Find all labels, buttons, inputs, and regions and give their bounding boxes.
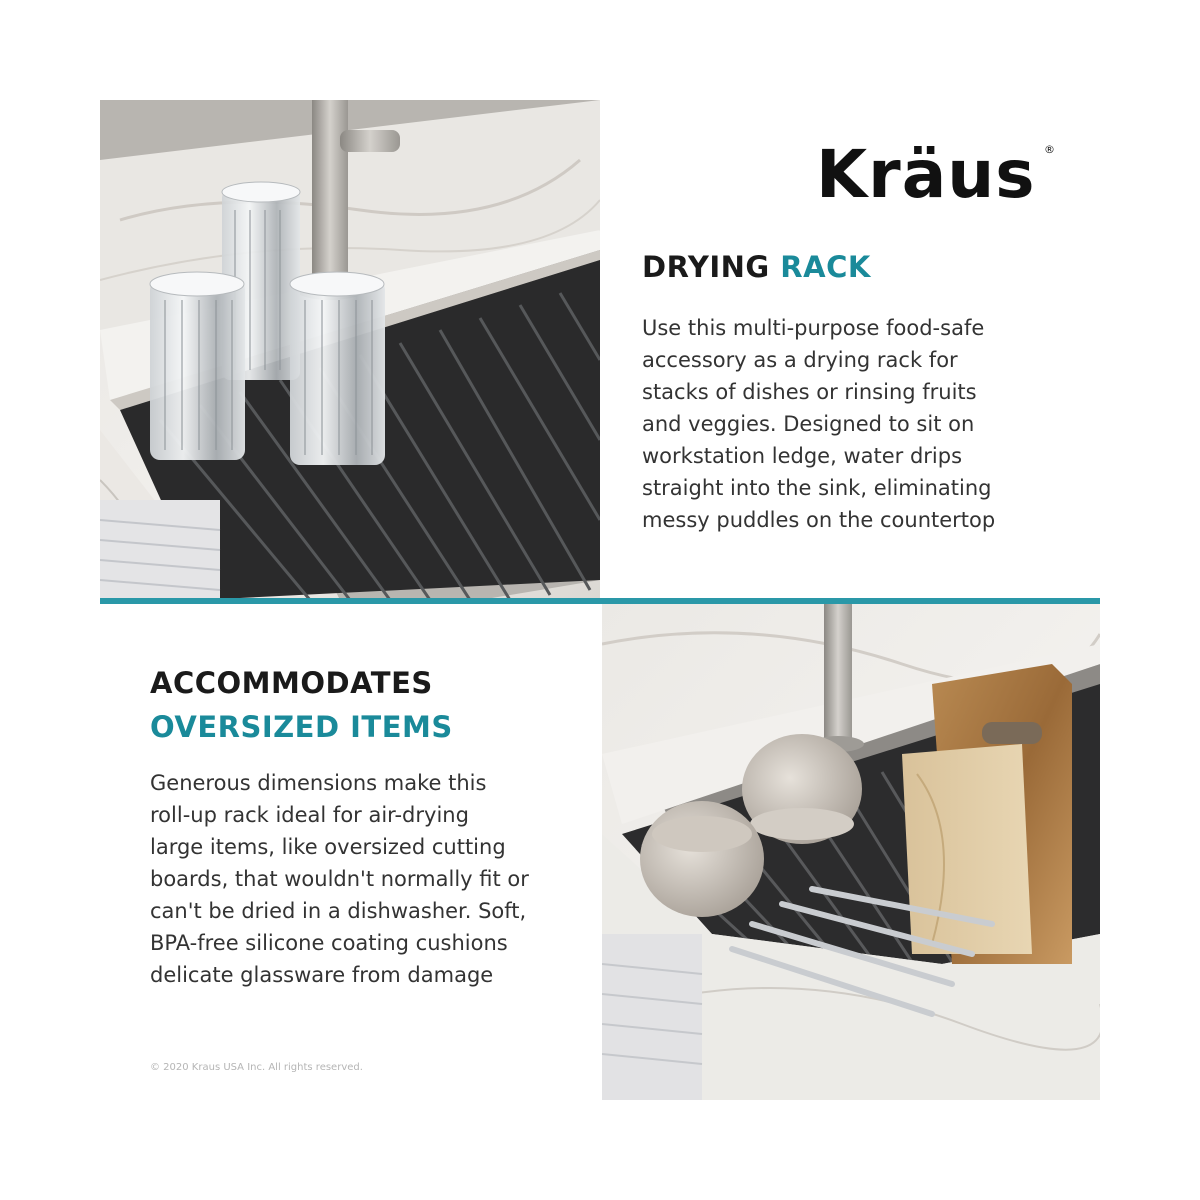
description-line: workstation ledge, water drips	[642, 444, 963, 468]
logo-text: Kräus	[816, 136, 1036, 213]
description-line: delicate glassware from damage	[150, 963, 494, 987]
description-line: boards, that wouldn't normally fit or	[150, 867, 529, 891]
description-line: messy puddles on the countertop	[642, 508, 996, 532]
oversized-items-heading: OVERSIZED ITEMS	[150, 710, 453, 744]
heading-dark-word: DRYING	[642, 250, 770, 284]
description-line: accessory as a drying rack for	[642, 348, 958, 372]
oversized-items-description	[150, 767, 529, 991]
cutting-boards-and-bowls-on-rack-photo	[602, 604, 1100, 1100]
copyright-notice: © 2020 Kraus USA Inc. All rights reserved.	[150, 1062, 363, 1073]
description-line: large items, like oversized cutting	[150, 835, 506, 859]
drying-rack-description	[642, 312, 995, 536]
description-line: Generous dimensions make this	[150, 771, 487, 795]
description-line: roll-up rack ideal for air-drying	[150, 803, 469, 827]
description-line: stacks of dishes or rinsing fruits	[642, 380, 977, 404]
description-line: can't be dried in a dishwasher. Soft,	[150, 899, 527, 923]
heading-accent-word: RACK	[780, 250, 871, 284]
drying-rack-heading	[642, 250, 871, 284]
accommodates-heading: ACCOMMODATES	[150, 666, 433, 700]
kraus-logo	[816, 130, 1056, 220]
glasses-on-drying-rack-photo	[100, 100, 600, 600]
registered-mark: ®	[1044, 143, 1056, 156]
description-line: straight into the sink, eliminating	[642, 476, 992, 500]
description-line: Use this multi-purpose food-safe	[642, 316, 985, 340]
description-line: BPA-free silicone coating cushions	[150, 931, 508, 955]
description-line: and veggies. Designed to sit on	[642, 412, 975, 436]
